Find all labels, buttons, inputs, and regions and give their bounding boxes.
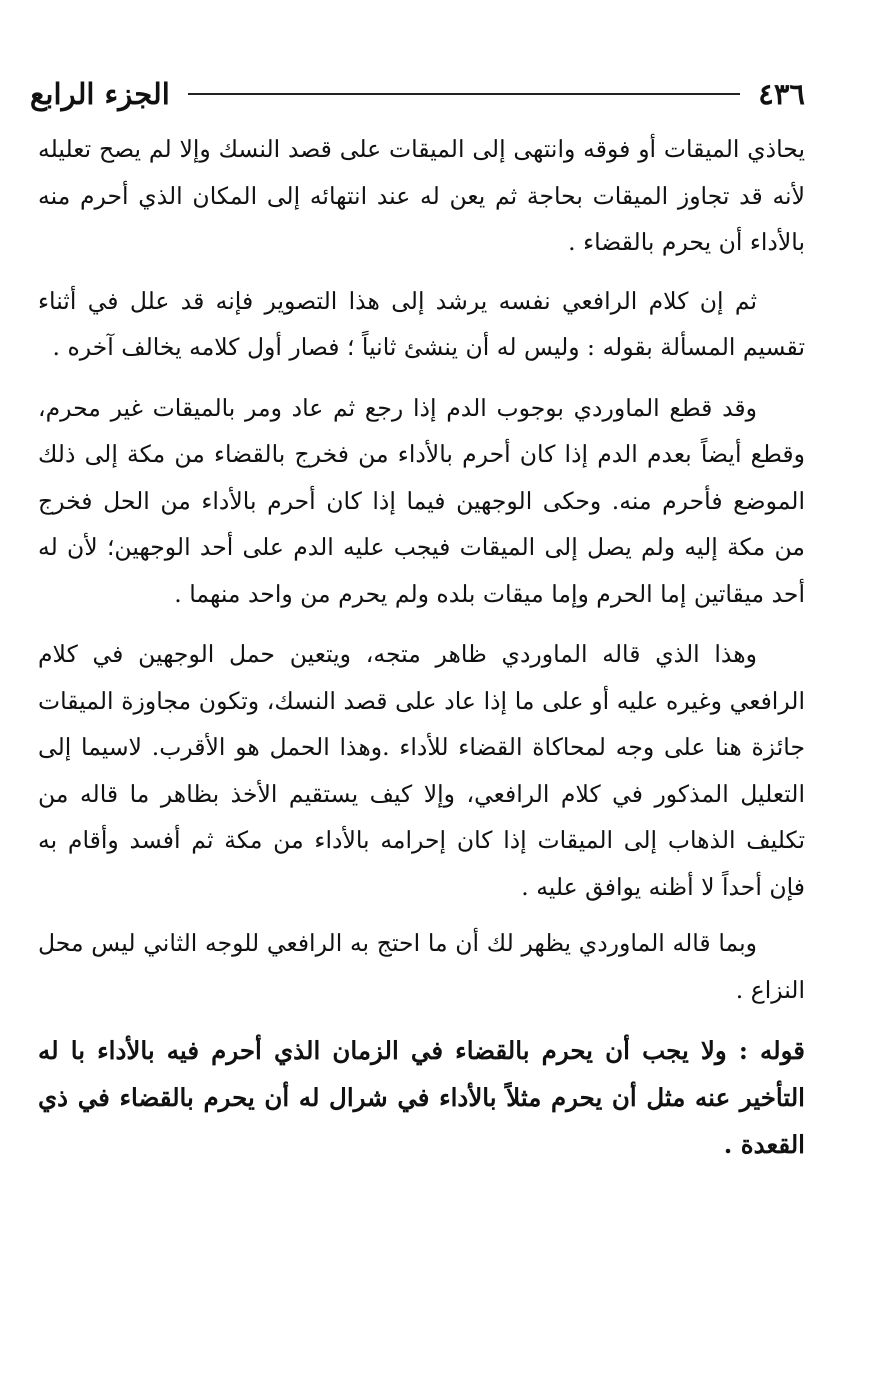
paragraph: وهذا الذي قاله الماوردي ظاهر متجه، ويتعين حمل الوجهين في كلام الرافعي وغيره عليه أو على ما إذا عاد على قصد النسك، وتكون مجاوزة الميقات جائزة هنا على وجه لمحاكاة القضاء للأداء .وهذا الحمل هو الأقرب. لاسيما إلى التعليل المذكور في كلام الرافعي، وإلا كيف يستقيم الأخذ بظاهر ما قاله من تكليف الذهاب إلى الميقات إذا كان إحرامه بالأداء من مكة ثم أفسد وأقام به فإن أحداً لا أظنه يوافق عليه . xyxy=(38,640,805,901)
page-header xyxy=(30,72,805,116)
header-rule xyxy=(188,93,740,95)
running-title: الجزء الرابع xyxy=(30,77,170,111)
paragraph: وقد قطع الماوردي بوجوب الدم إذا رجع ثم عاد ومر بالميقات غير محرم، وقطع أيضاً بعدم الدم إذا كان أحرم بالأداء من فخرج بالقضاء من مكة إلى ذلك الموضع فأحرم منه. وحكى الوجهين فيما إذا كان أحرم بالأداء من الحل فخرج من مكة إليه ولم يصل إلى الميقات فيجب عليه الدم على أحد الوجهين؛ لأن له أحد ميقاتين إما الحرم وإما ميقات بلده ولم يحرم من واحد منهما . xyxy=(38,393,805,608)
paragraph: وبما قاله الماوردي يظهر لك أن ما احتج به الرافعي للوجه الثاني ليس محل النزاع . xyxy=(38,929,805,1004)
page-number: ٤٣٦ xyxy=(758,77,805,111)
paragraph: ثم إن كلام الرافعي نفسه يرشد إلى هذا التصوير فإنه قد علل في أثناء تقسيم المسألة بقوله : وليس له أن ينشئ ثانياً ؛ فصار أول كلامه يخالف آخره . xyxy=(38,286,805,361)
page-body xyxy=(38,126,805,1168)
paragraph: يحاذي الميقات أو فوقه وانتهى إلى الميقات على قصد النسك وإلا لم يصح تعليله لأنه قد تجاوز الميقات بحاجة ثم يعن له عند انتهائه إلى المكان الذي أحرم منه بالأداء أن يحرم بالقضاء . xyxy=(38,135,805,256)
quoted-matn-paragraph: قوله : ولا يجب أن يحرم بالقضاء في الزمان الذي أحرم فيه بالأداء با له التأخير عنه مثل أن يحرم مثلاً بالأداء في شرال له أن يحرم بالقضاء في ذي القعدة . xyxy=(38,1036,805,1159)
